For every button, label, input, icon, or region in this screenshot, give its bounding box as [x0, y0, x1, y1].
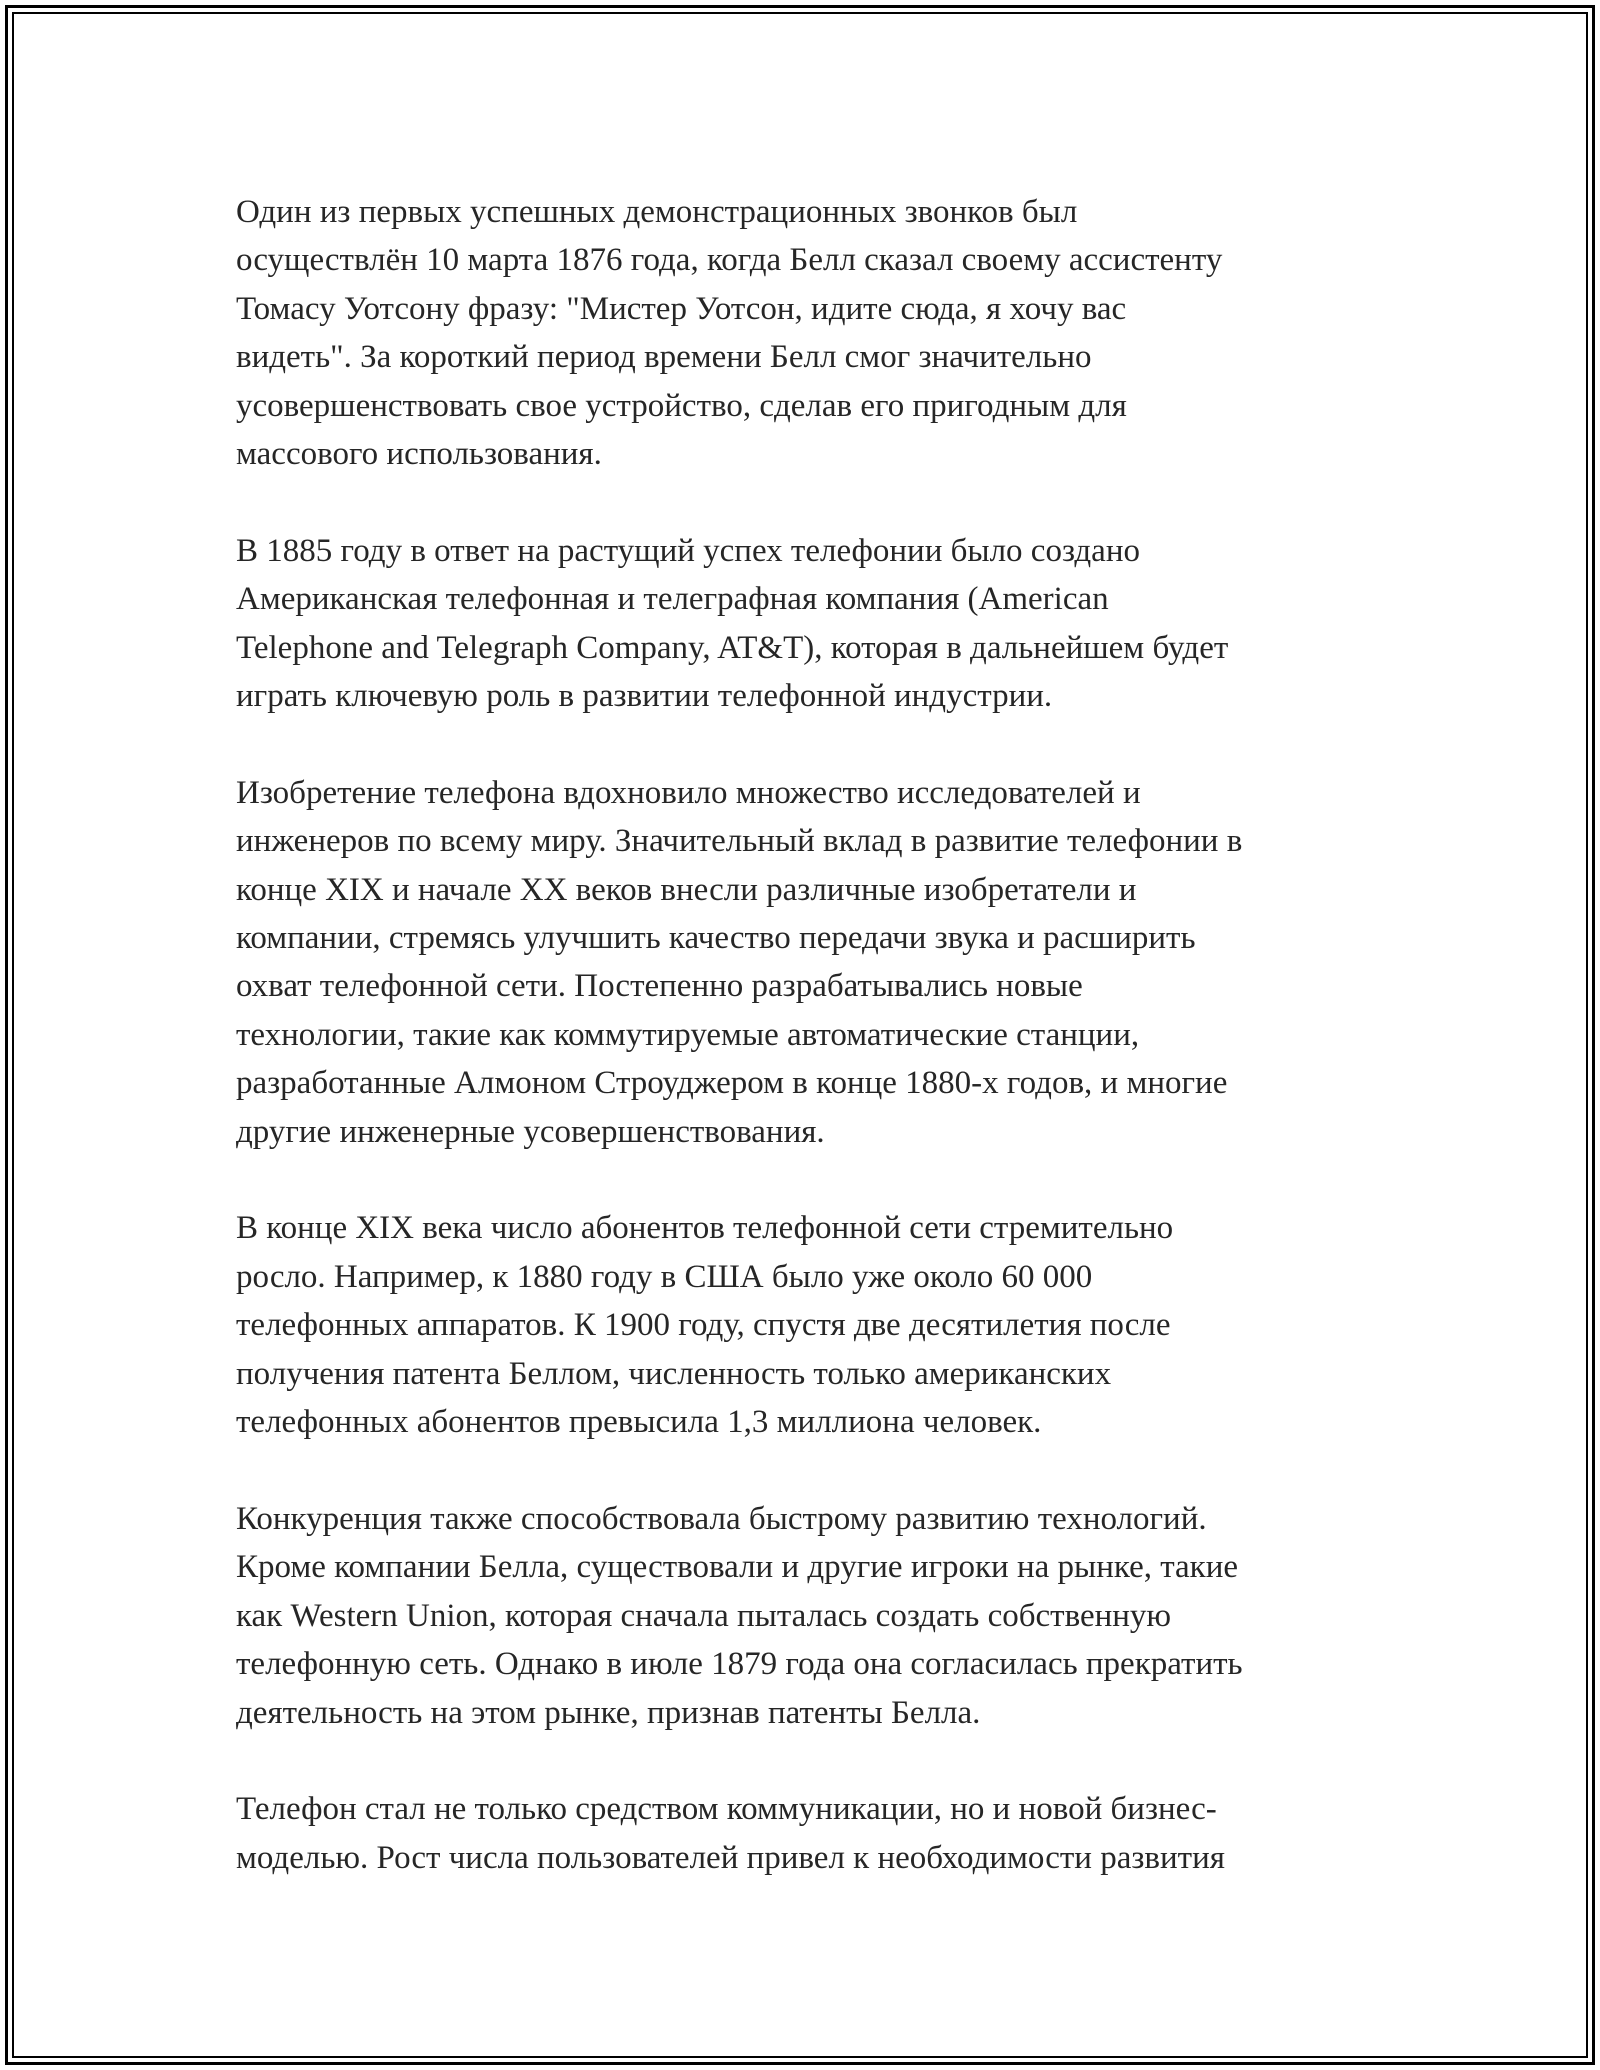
text-line: В 1885 году в ответ на растущий успех телефонии было создано — [236, 532, 1140, 569]
text-line: видеть". За короткий период времени Белл смог значительно — [236, 339, 1092, 376]
paragraph-1 — [236, 188, 1371, 478]
text-line: моделью. Рост числа пользователей привел к необходимости развития — [236, 1839, 1225, 1876]
text-line: Конкуренция также способствовала быстрому развитию технологий. — [236, 1500, 1207, 1537]
text-line: Томасу Уотсону фразу: "Мистер Уотсон, идите сюда, я хочу вас — [236, 290, 1127, 327]
text-line: инженеров по всему миру. Значительный вклад в развитие телефонии в — [236, 823, 1243, 860]
text-line: конце XIX и начале XX веков внесли различные изобретатели и — [236, 871, 1137, 908]
text-line: другие инженерные усовершенствования. — [236, 1113, 825, 1150]
text-line: Телефон стал не только средством коммуникации, но и новой бизнес- — [236, 1791, 1217, 1828]
text-line: усовершенствовать свое устройство, сделав его пригодным для — [236, 387, 1127, 424]
text-line: разработанные Алмоном Строуджером в конце 1880-х годов, и многие — [236, 1065, 1228, 1102]
text-line: охват телефонной сети. Постепенно разрабатывались новые — [236, 968, 1083, 1005]
text-line: Американская телефонная и телеграфная компания (American — [236, 581, 1109, 618]
paragraph-5 — [236, 1495, 1371, 1737]
text-line: получения патента Беллом, численность только американских — [236, 1355, 1112, 1392]
text-line: телефонных абонентов превысила 1,3 миллиона человек. — [236, 1404, 1042, 1441]
text-line: технологии, такие как коммутируемые автоматические станции, — [236, 1016, 1140, 1053]
paragraph-4 — [236, 1204, 1371, 1446]
text-line: деятельность на этом рынке, признав патенты Белла. — [236, 1694, 981, 1731]
text-line: Кроме компании Белла, существовали и другие игроки на рынке, такие — [236, 1549, 1239, 1586]
text-line: компании, стремясь улучшить качество передачи звука и расширить — [236, 920, 1196, 957]
paragraph-2 — [236, 527, 1371, 721]
text-line: Один из первых успешных демонстрационных звонков был — [236, 194, 1078, 230]
text-line: Telephone and Telegraph Company, AT&T), которая в дальнейшем будет — [236, 629, 1229, 666]
paragraph-3 — [236, 769, 1371, 1156]
text-line: росло. Например, к 1880 году в США было уже около 60 000 — [236, 1258, 1093, 1295]
text-line: В конце XIX века число абонентов телефонной сети стремительно — [236, 1210, 1174, 1247]
text-line: телефонных аппаратов. К 1900 году, спустя две десятилетия после — [236, 1307, 1171, 1344]
document-body — [236, 188, 1371, 1931]
paragraph-6 — [236, 1785, 1371, 1882]
text-line: массового использования. — [236, 436, 602, 473]
text-line: Изобретение телефона вдохновило множество исследователей и — [236, 774, 1141, 811]
text-line: играть ключевую роль в развитии телефонной индустрии. — [236, 678, 1053, 715]
text-line: как Western Union, которая сначала пыталась создать собственную — [236, 1597, 1172, 1634]
text-line: телефонную сеть. Однако в июле 1879 года она согласилась прекратить — [236, 1646, 1243, 1683]
text-line: осуществлён 10 марта 1876 года, когда Белл сказал своему ассистенту — [236, 242, 1223, 279]
